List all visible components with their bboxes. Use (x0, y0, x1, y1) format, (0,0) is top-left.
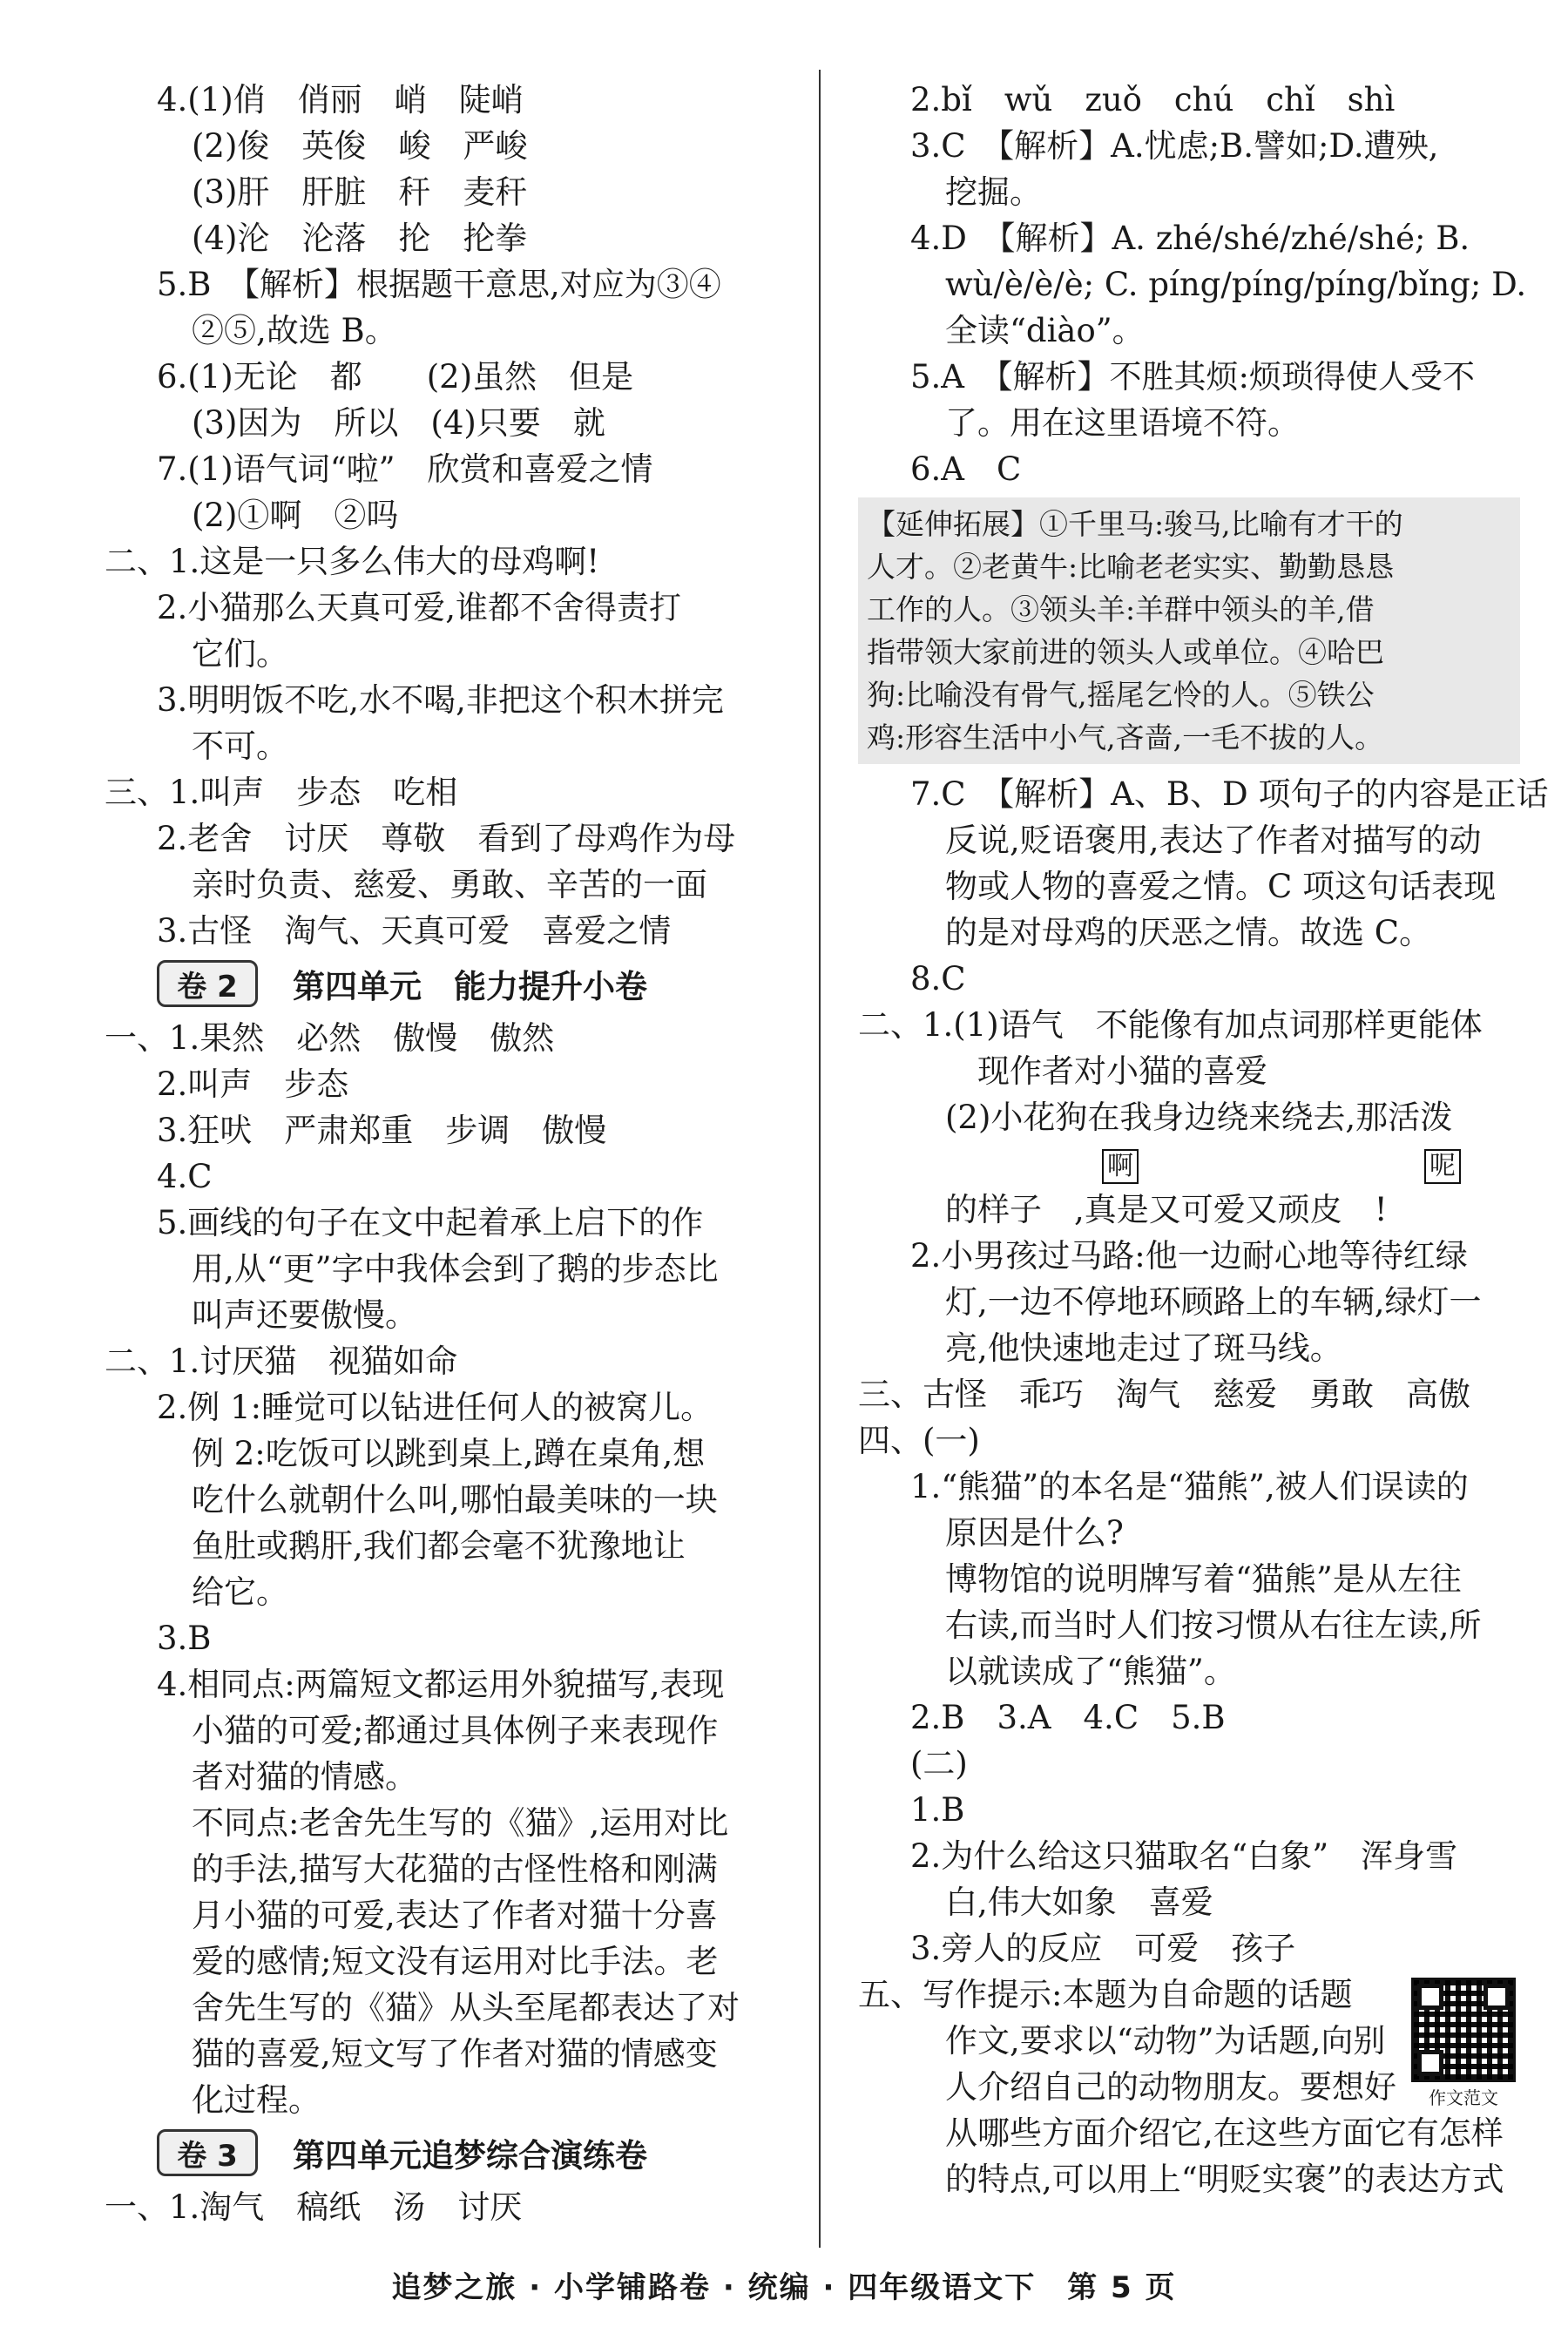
answer-line: 一、1.淘气 稿纸 汤 讨厌 (105, 2188, 523, 2226)
answer-line: (2)①啊 ②吗 (192, 497, 399, 534)
answer-line: 者对猫的情感。 (192, 1758, 417, 1796)
answer-line: 3.C 【解析】A.忧虑;B.譬如;D.遭殃, (910, 127, 1439, 165)
answer-line: 用,从“更”字中我体会到了鹅的步态比 (192, 1250, 719, 1288)
answer-line: 的是对母鸡的厌恶之情。故选 C。 (945, 914, 1432, 951)
answer-line: 4.D 【解析】A. zhé/shé/zhé/shé; B. (910, 220, 1470, 257)
answer-line: 二、1.(1)语气 不能像有加点词那样更能体 (858, 1006, 1483, 1044)
answer-line: 二、1.讨厌猫 视猫如命 (105, 1343, 458, 1380)
answer-line: (2)俊 英俊 峻 严峻 (192, 127, 528, 165)
answer-line: 从哪些方面介绍它,在这些方面它有怎样 (945, 2114, 1504, 2152)
answer-line: 亮,他快速地走过了斑马线。 (945, 1329, 1342, 1367)
answer-line: 4.相同点:两篇短文都运用外貌描写,表现 (157, 1666, 725, 1703)
answer-line: 2.小猫那么天真可爱,谁都不舍得责打 (157, 589, 682, 626)
answer-line: 7.(1)语气词“啦” 欣赏和喜爱之情 (157, 450, 653, 488)
left-column (105, 77, 801, 2230)
extension-line: 鸡:形容生活中小气,吝啬,一毛不拔的人。 (867, 720, 1384, 754)
answer-line: 了。用在这里语境不符。 (945, 404, 1300, 442)
extension-line: 【延伸拓展】①千里马:骏马,比喻有才干的 (867, 507, 1403, 541)
answer-line: 右读,而当时人们按习惯从右往左读,所 (945, 1606, 1482, 1644)
answer-line: 6.A C (910, 450, 1022, 488)
answer-line: 给它。 (192, 1573, 288, 1611)
answer-line: 小猫的可爱;都通过具体例子来表现作 (192, 1712, 719, 1749)
qr-finder-tr (1484, 1984, 1510, 2010)
answer-line: 3.B (157, 1620, 212, 1657)
answer-line: 物或人物的喜爱之情。C 项这句话表现 (945, 868, 1497, 905)
answer-line: 作文,要求以“动物”为话题,向别 (945, 2022, 1386, 2060)
answer-line: 的特点,可以用上“明贬实褒”的表达方式 (945, 2161, 1504, 2198)
answer-line: 4.(1)俏 俏丽 峭 陡峭 (157, 81, 524, 118)
answer-line: 博物馆的说明牌写着“猫熊”是从左往 (945, 1560, 1462, 1598)
qr-finder-tl (1417, 1984, 1443, 2010)
juan2-tag: 卷 2 (157, 960, 258, 1007)
right-block-1 (858, 77, 1527, 492)
qr-code[interactable] (1411, 1978, 1516, 2108)
answer-line: 不同点:老舍先生写的《猫》,运用对比 (192, 1804, 729, 1842)
answer-line: 1.“熊猫”的本名是“猫熊”,被人们误读的 (910, 1468, 1469, 1505)
juan2-title: 第四单元 能力提升小卷 (293, 968, 647, 1005)
answer-line: 原因是什么? (945, 1514, 1124, 1552)
column-divider (819, 70, 821, 2248)
answer-line: 化过程。 (192, 2081, 321, 2119)
answer-line: 爱的感情;短文没有运用对比手法。老 (192, 1943, 719, 1980)
answer-line: 亲时负责、慈爱、勇敢、辛苦的一面 (192, 866, 707, 903)
insert-mark-a: 啊 (1102, 1149, 1139, 1184)
answer-line: 三、1.叫声 步态 吃相 (105, 774, 458, 811)
answer-line: 叫声还要傲慢。 (192, 1296, 417, 1334)
answer-line: 全读“diào”。 (945, 312, 1145, 349)
answer-line: 8.C (910, 960, 966, 998)
answer-line: 舍先生写的《猫》从头至尾都表达了对 (192, 1989, 740, 2026)
qr-caption: 作文范文 (1429, 2087, 1498, 2108)
answer-line: 的样子 ,真是又可爱又顽皮 ! (945, 1191, 1388, 1228)
answer-line: 吃什么就朝什么叫,哪怕最美味的一块 (192, 1481, 718, 1518)
answer-line: 2.为什么给这只猫取名“白象” 浑身雪 (910, 1837, 1458, 1875)
answer-line: 7.C 【解析】A、B、D 项句子的内容是正话 (910, 775, 1549, 813)
juan2-header (105, 957, 801, 1010)
answer-line: 挖掘。 (945, 173, 1042, 211)
answer-line: 人介绍自己的动物朋友。要想好 (945, 2068, 1396, 2106)
answer-line: 反说,贬语褒用,表达了作者对描写的动 (945, 822, 1482, 859)
answer-line: 2.老舍 讨厌 尊敬 看到了母鸡作为母 (157, 820, 736, 857)
extension-line: 工作的人。③领头羊:羊群中领头的羊,借 (867, 592, 1375, 626)
left-block-3 (105, 2184, 801, 2230)
qr-finder-bl (1417, 2050, 1443, 2076)
answer-line: 五、写作提示:本题为自命题的话题 (858, 1976, 1353, 2013)
extension-line: 人才。②老黄牛:比喻老老实实、勤勤恳恳 (867, 550, 1395, 584)
answer-line: 它们。 (192, 635, 288, 673)
answer-line: 三、古怪 乖巧 淘气 慈爱 勇敢 高傲 (858, 1376, 1470, 1413)
left-block-1 (105, 77, 801, 954)
answer-line: 二、1.这是一只多么伟大的母鸡啊! (105, 543, 600, 580)
answer-line: wù/è/è/è; C. píng/píng/píng/bǐng; D. (945, 266, 1527, 303)
answer-line: 2.bǐ wǔ zuǒ chú chǐ shì (910, 81, 1396, 118)
answer-line: 6.(1)无论 都 (2)虽然 但是 (157, 358, 634, 396)
answer-line: 现作者对小猫的喜爱 (945, 1052, 1267, 1090)
answer-line: 3.狂吠 严肃郑重 步调 傲慢 (157, 1112, 607, 1149)
answer-line: 猫的喜爱,短文写了作者对猫的情感变 (192, 2035, 718, 2073)
answer-line: 例 2:吃饭可以跳到桌上,蹲在桌角,想 (192, 1435, 706, 1472)
answer-line: 四、(一) (858, 1422, 980, 1459)
answer-line: 3.明明饭不吃,水不喝,非把这个积木拼完 (157, 681, 724, 719)
answer-line: 2.例 1:睡觉可以钻进任何人的被窝儿。 (157, 1389, 713, 1426)
insert-mark-b: 呢 (1424, 1149, 1461, 1184)
answer-line: (3)因为 所以 (4)只要 就 (192, 404, 605, 442)
answer-line: 一、1.果然 必然 傲慢 傲然 (105, 1019, 555, 1057)
answer-line: 鱼肚或鹅肝,我们都会毫不犹豫地让 (192, 1527, 686, 1565)
answer-line: 2.叫声 步态 (157, 1065, 349, 1103)
answer-line: 5.A 【解析】不胜其烦:烦琐得使人受不 (910, 358, 1475, 396)
answer-line: 灯,一边不停地环顾路上的车辆,绿灯一 (945, 1283, 1482, 1321)
answer-line: 不可。 (192, 727, 288, 765)
answer-line: 3.古怪 淘气、天真可爱 喜爱之情 (157, 912, 672, 950)
answer-line: 2.B 3.A 4.C 5.B (910, 1699, 1226, 1736)
answer-line: 3.旁人的反应 可爱 孩子 (910, 1930, 1296, 1967)
answer-line: 以就读成了“熊猫”。 (945, 1653, 1236, 1690)
answer-line: 月小猫的可爱,表达了作者对猫十分喜 (192, 1897, 718, 1934)
extension-line: 指带领大家前进的领头人或单位。④哈巴 (867, 635, 1384, 669)
answer-line: 4.C (157, 1158, 213, 1195)
juan3-header (105, 2127, 801, 2179)
answer-line: (3)肝 肝脏 秆 麦秆 (192, 173, 528, 211)
answer-line: (二) (910, 1745, 968, 1782)
juan3-title: 第四单元追梦综合演练卷 (293, 2137, 647, 2175)
answer-line: 5.B 【解析】根据题干意思,对应为③④ (157, 266, 721, 303)
answer-line: 2.小男孩过马路:他一边耐心地等待红绿 (910, 1237, 1468, 1275)
answer-line: ②⑤,故选 B。 (192, 312, 397, 349)
answer-line: 白,伟大如象 喜爱 (945, 1884, 1213, 1921)
qr-pattern (1411, 1978, 1516, 2082)
answer-line: (4)沦 沦落 抡 抡拳 (192, 220, 528, 257)
answer-line: (2)小花狗在我身边绕来绕去,那活泼 (945, 1099, 1453, 1136)
answer-line: 5.画线的句子在文中起着承上启下的作 (157, 1204, 704, 1241)
juan3-tag: 卷 3 (157, 2129, 258, 2176)
extension-box (858, 497, 1520, 764)
answer-line (858, 1140, 1520, 1187)
answer-line: 的手法,描写大花猫的古怪性格和刚满 (192, 1850, 718, 1888)
right-column (858, 77, 1549, 2202)
page-footer: 追梦之旅 · 小学铺路卷 · 统编 · 四年级语文下 第 5 页 (391, 2270, 1177, 2305)
answer-line: 1.B (910, 1791, 965, 1829)
left-block-2 (105, 1015, 801, 2123)
extension-line: 狗:比喻没有骨气,摇尾乞怜的人。⑤铁公 (867, 678, 1375, 712)
